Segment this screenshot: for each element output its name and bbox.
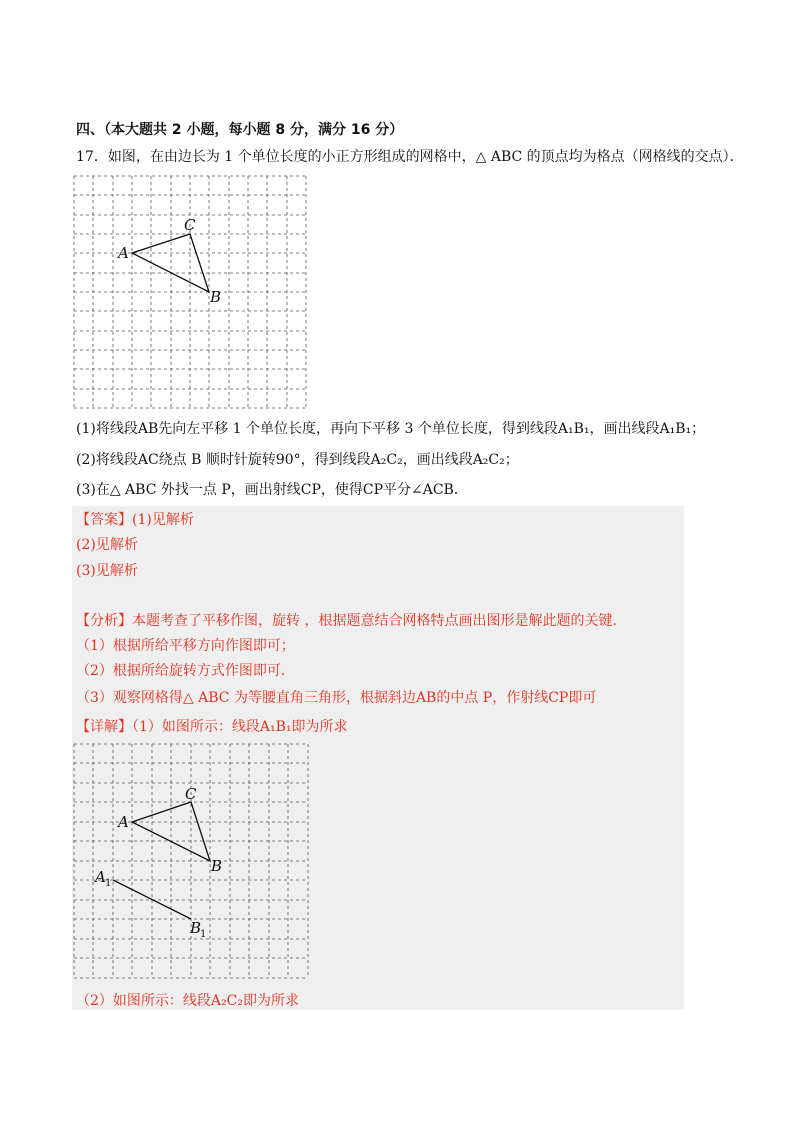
question-stem: 17．如图，在由边长为 1 个单位长度的小正方形组成的网格中，△ ABC 的顶点均为格点（网格线的交点）． [76, 149, 744, 165]
grid-lines [74, 744, 308, 978]
label-a1: A [95, 868, 106, 886]
label-c: C [185, 785, 197, 803]
triangle-abc [132, 234, 209, 292]
section-heading: 四、（本大题共 2 小题，每小题 8 分，满分 16 分） [76, 122, 404, 138]
answer-line-1: 【答案】(1)见解析 [76, 512, 194, 528]
analysis-line-2: （2）根据所给旋转方式作图即可． [76, 663, 295, 679]
detail-line-1: 【详解】（1）如图所示：线段A₁B₁即为所求 [76, 719, 348, 735]
label-b: B [211, 857, 223, 875]
label-b1: B [190, 919, 202, 937]
analysis-line-0: 【分析】本题考查了平移作图，旋转 ，根据题意结合网格特点画出图形是解此题的关键． [76, 613, 627, 629]
analysis-line-3: （3）观察网格得△ ABC 为等腰直角三角形，根据斜边AB的中点 P，作射线CP即可 [76, 690, 597, 706]
label-c: C [184, 216, 196, 234]
detail-line-2: （2）如图所示：线段A₂C₂即为所求 [76, 993, 299, 1009]
figure-1-grid [72, 174, 308, 410]
sub-question-3: (3)在△ ABC 外找一点 P，画出射线CP，使得CP平分∠ACB． [76, 482, 468, 498]
figure-2-grid [72, 742, 312, 982]
label-a1-subscript: 1 [105, 878, 112, 889]
answer-line-3: (3)见解析 [76, 563, 138, 579]
label-b: B [210, 288, 222, 306]
answer-line-2: (2)见解析 [76, 537, 138, 553]
sub-question-1: (1)将线段AB先向左平移 1 个单位长度，再向下平移 3 个单位长度，得到线段A₁B₁，画出线段A₁B₁； [76, 421, 706, 437]
label-b1-subscript: 1 [200, 929, 207, 940]
grid-lines [74, 176, 306, 408]
analysis-line-1: （1）根据所给平移方向作图即可； [76, 638, 295, 654]
label-a: A [118, 244, 129, 262]
sub-question-2: (2)将线段AC绕点 B 顺时针旋转90°，得到线段A₂C₂，画出线段A₂C₂； [76, 452, 519, 468]
label-a: A [118, 813, 129, 831]
